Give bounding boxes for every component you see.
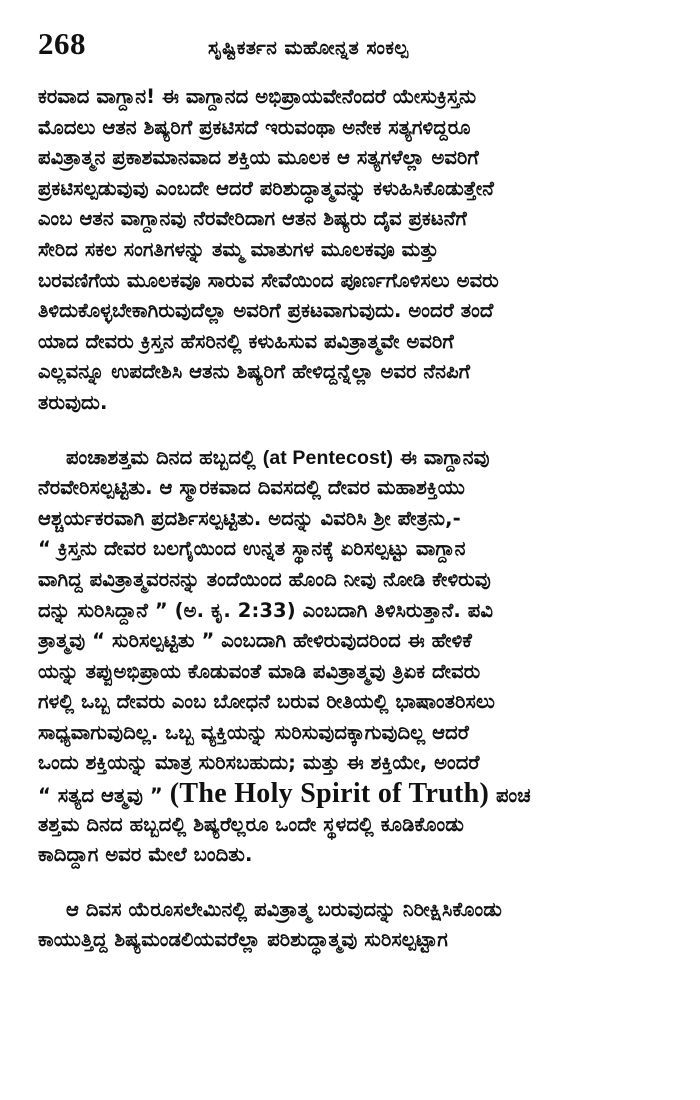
- paragraph-gap: [38, 419, 668, 443]
- text-line: ಕರವಾದ ವಾಗ್ದಾನ! ಈ ವಾಗ್ದಾನದ ಅಭಿಪ್ರಾಯವೇನೆಂದರೆ ಯೇಸುಕ್ರಿಸ್ತನು: [38, 85, 477, 108]
- text-line: ಕಾಯುತ್ತಿದ್ದ ಶಿಷ್ಯಮಂಡಲಿಯವರೆಲ್ಲಾ ಪರಿಶುದ್ಧಾತ್ಮವು ಸುರಿಸಲ್ಪಟ್ಟಾಗ: [38, 928, 448, 952]
- paragraph-2: [38, 443, 668, 871]
- text-line: ಆಶ್ಚರ್ಯಕರವಾಗಿ ಪ್ರದರ್ಶಿಸಲ್ಪಟ್ಟಿತು. ಅದನ್ನು ವಿವರಿಸಿ ಶ್ರೀ ಪೇತ್ರನು,-: [38, 506, 461, 530]
- paragraph-1: [38, 82, 668, 419]
- text-line: ಸೇರಿದ ಸಕಲ ಸಂಗತಿಗಳನ್ನು ತಮ್ಮ ಮಾತುಗಳ ಮೂಲಕವೂ ಮತ್ತು: [38, 237, 439, 261]
- text-line: “ ಸತ್ಯದ ಆತ್ಮವು ” (The Holy Spirit of Truth) ಪಂಚ: [38, 779, 531, 810]
- text-line: “ ಕ್ರಿಸ್ತನು ದೇವರ ಬಲಗೈಯಿಂದ ಉನ್ನತ ಸ್ಥಾನಕ್ಕೆ ಏರಿಸಲ್ಪಟ್ಟು ವಾಗ್ದಾನ: [38, 537, 466, 561]
- page-header: [38, 0, 668, 60]
- text-line: ಪಂಚಾಶತ್ತಮ ದಿನದ ಹಬ್ಬದಲ್ಲಿ (at Pentecost) ಈ ವಾಗ್ದಾನವು: [66, 445, 490, 469]
- page-number: 268: [38, 26, 86, 61]
- text-line: ಮೊದಲು ಆತನ ಶಿಷ್ಯರಿಗೆ ಪ್ರಕಟಿಸದೆ ಇರುವಂಥಾ ಅನೇಕ ಸತ್ಯಗಳಿದ್ದರೂ: [38, 115, 471, 139]
- text-line: ಒಂದು ಶಕ್ತಿಯನ್ನು ಮಾತ್ರ ಸುರಿಸಬಹುದು; ಮತ್ತು ಈ ಶಕ್ತಿಯೇ, ಅಂದರೆ: [38, 751, 480, 775]
- text-line: ಎಂಬ ಆತನ ವಾಗ್ದಾನವು ನೆರವೇರಿದಾಗ ಆತನ ಶಿಷ್ಯರು ದೈವ ಪ್ರಕಟನೆಗೆ: [38, 207, 467, 231]
- text-line: ದನ್ನು ಸುರಿಸಿದ್ದಾನೆ ” (ಅ. ಕೃ. 2:33) ಎಂಬದಾಗಿ ತಿಳಿಸಿರುತ್ತಾನೆ. ಪವಿ: [38, 598, 494, 622]
- text-line: ಸಾಧ್ಯವಾಗುವುದಿಲ್ಲ. ಒಬ್ಬ ವ್ಯಕ್ತಿಯನ್ನು ಸುರಿಸುವುದಕ್ಕಾಗುವುದಿಲ್ಲ ಆದರೆ: [38, 720, 470, 744]
- text-line: ಪವಿತ್ರಾತ್ಮನ ಪ್ರಕಾಶಮಾನವಾದ ಶಕ್ತಿಯ ಮೂಲಕ ಆ ಸತ್ಯಗಳೆಲ್ಲಾ ಅವರಿಗೆ: [38, 146, 479, 170]
- running-title: ಸೃಷ್ಟಿಕರ್ತನ ಮಹೋನ್ನತ ಸಂಕಲ್ಪ: [208, 37, 409, 59]
- text-line: ತ್ರಾತ್ಮವು “ ಸುರಿಸಲ್ಪಟ್ಟಿತು ” ಎಂಬದಾಗಿ ಹೇಳಿರುವುದರಿಂದ ಈ ಹೇಳಿಕೆ: [38, 629, 473, 653]
- paragraph-gap: [38, 871, 668, 895]
- english-phrase: (at Pentecost): [262, 446, 394, 469]
- text-line: ವಾಗಿದ್ದ ಪವಿತ್ರಾತ್ಮವರನನ್ನು ತಂದೆಯಿಂದ ಹೊಂದಿ ನೀವು ನೋಡಿ ಕೇಳಿರುವು: [38, 567, 491, 591]
- text-line: ಗಳಲ್ಲಿ ಒಬ್ಬ ದೇವರು ಎಂಬ ಬೋಧನೆ ಬರುವ ರೀತಿಯಲ್ಲಿ ಭಾಷಾಂತರಿಸಲು: [38, 690, 495, 714]
- body-text: [38, 82, 668, 956]
- text-line: ಯನ್ನು ತಪ್ಪುಅಭಿಪ್ರಾಯ ಕೊಡುವಂತೆ ಮಾಡಿ ಪವಿತ್ರಾತ್ಮವು ತ್ರಿಏಕ ದೇವರು: [38, 659, 481, 683]
- text-line: ಆ ದಿವಸ ಯೆರೂಸಲೇಮಿನಲ್ಲಿ ಪವಿತ್ರಾತ್ಮ ಬರುವುದನ್ನು ನಿರೀಕ್ಷಿಸಿಕೊಂಡು: [66, 897, 502, 921]
- english-phrase: (The Holy Spirit of Truth): [169, 779, 490, 810]
- text-line: ತಿಳಿದುಕೊಳ್ಳಬೇಕಾಗಿರುವುದೆಲ್ಲಾ ಅವರಿಗೆ ಪ್ರಕಟವಾಗುವುದು. ಅಂದರೆ ತಂದೆ: [38, 299, 494, 323]
- paragraph-3: [38, 895, 668, 956]
- text-line: ಎಲ್ಲವನ್ನೂ ಉಪದೇಶಿಸಿ ಆತನು ಶಿಷ್ಯರಿಗೆ ಹೇಳಿದ್ದನ್ನೆಲ್ಲಾ ಅವರ ನೆನಪಿಗೆ: [38, 360, 471, 384]
- text-line: ಪ್ರಕಟಿಸಲ್ಪಡುವುವು ಎಂಬದೇ ಆದರೆ ಪರಿಶುದ್ಧಾತ್ಮವನ್ನು ಕಳುಹಿಸಿಕೊಡುತ್ತೇನೆ: [38, 176, 495, 200]
- text-line: ನೆರವೇರಿಸಲ್ಪಟ್ಟಿತು. ಆ ಸ್ಮಾರಕವಾದ ದಿವಸದಲ್ಲಿ ದೇವರ ಮಹಾಶಕ್ತಿಯು: [38, 476, 465, 500]
- text-line: ತರುವುದು.: [38, 390, 108, 414]
- text-line: ಕಾದಿದ್ದಾಗ ಅವರ ಮೇಲೆ ಬಂದಿತು.: [38, 843, 253, 867]
- text-line: ತಶ್ತಮ ದಿನದ ಹಬ್ಬದಲ್ಲಿ ಶಿಷ್ಯರೆಲ್ಲರೂ ಒಂದೇ ಸ್ಥಳದಲ್ಲಿ ಕೂಡಿಕೊಂಡು: [38, 812, 464, 836]
- text-line: ಬರವಣಿಗೆಯ ಮೂಲಕವೂ ಸಾರುವ ಸೇವೆಯಿಂದ ಪೂರ್ಣಗೊಳಿಸಲು ಅವರು: [38, 268, 499, 292]
- text-line: ಯಾದ ದೇವರು ಕ್ರಿಸ್ತನ ಹೆಸರಿನಲ್ಲಿ ಕಳುಹಿಸುವ ಪವಿತ್ರಾತ್ಮವೇ ಅವರಿಗೆ: [38, 329, 454, 353]
